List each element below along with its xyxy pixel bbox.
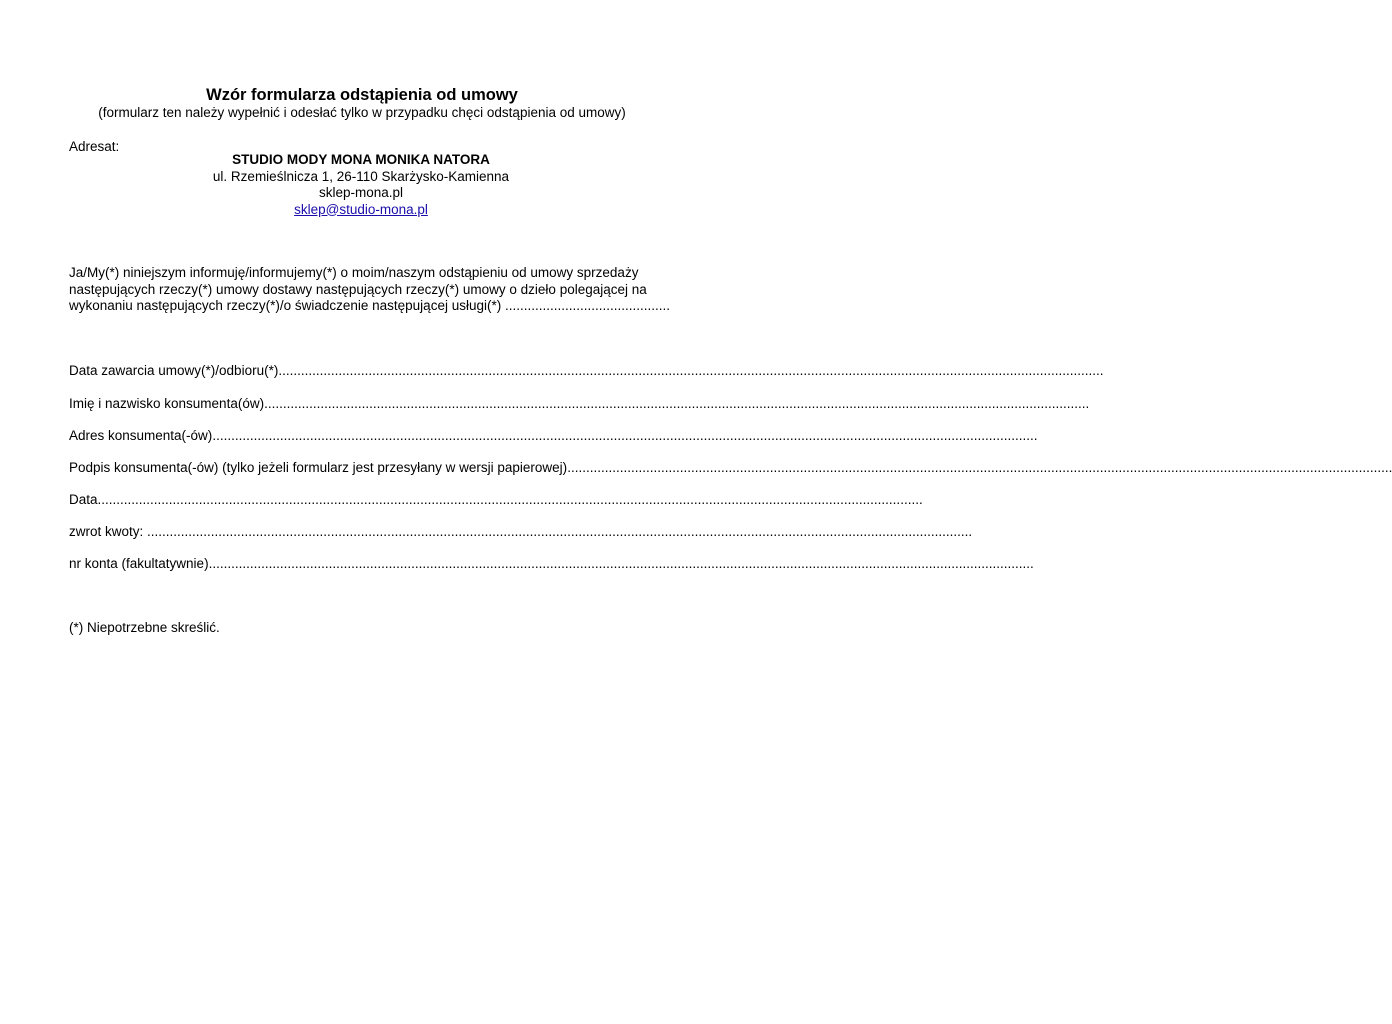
field-label: Imię i nazwisko konsumenta(ów): [69, 396, 265, 411]
field-refund-amount: [69, 523, 973, 541]
footnote: (*) Niepotrzebne skreślić.: [69, 620, 220, 635]
field-consumer-signature: [69, 459, 1392, 477]
fill-in-dots: ............................................................................................................................................................................................................................: [212, 428, 1038, 443]
field-label: Podpis konsumenta(-ów) (tylko jeżeli formularz jest przesyłany w wersji papierowej): [69, 460, 568, 475]
fill-in-dots: ............................................................................................................................................................................................................................: [278, 363, 1104, 378]
field-account-number: [69, 555, 1034, 573]
fill-in-dots: ............................................................................................................................................................................................................................: [97, 492, 923, 507]
field-contract-date: [69, 362, 1104, 380]
field-label: zwrot kwoty:: [69, 524, 148, 539]
field-label: Data zawarcia umowy(*)/odbioru(*): [69, 363, 279, 378]
addressee-email-link[interactable]: sklep@studio-mona.pl: [294, 201, 428, 217]
field-consumer-address: [69, 427, 1038, 445]
field-label: nr konta (fakultatywnie): [69, 556, 209, 571]
fill-in-dots: ............................................................................................................................................................................................................................: [567, 460, 1392, 475]
withdrawal-declaration: [69, 265, 671, 315]
document-subtitle: (formularz ten należy wypełnić i odesłać tylko w przypadku chęci odstąpienia od umowy): [98, 105, 626, 120]
field-label: Adres konsumenta(-ów): [69, 428, 213, 443]
addressee-street: ul. Rzemieślnicza 1, 26-110 Skarżysko-Kamienna: [212, 168, 510, 184]
document-title: Wzór formularza odstąpienia od umowy: [206, 86, 518, 104]
declaration-line: Ja/My(*) niniejszym informuję/informujemy(*) o moim/naszym odstąpieniu od umowy sprzedaży: [69, 265, 639, 280]
field-consumer-name: [69, 395, 1090, 413]
fill-in-dots: ............................................................................................................................................................................................................................: [208, 556, 1034, 571]
declaration-line: wykonaniu następujących rzeczy(*)/o świadczenie następującej usługi(*) ............................................: [69, 298, 671, 313]
addressee-name: STUDIO MODY MONA MONIKA NATORA: [232, 152, 490, 167]
declaration-line: następujących rzeczy(*) umowy dostawy następujących rzeczy(*) umowy o dzieło polegającej na: [69, 281, 647, 297]
fill-in-dots: ............................................................................................................................................................................................................................: [264, 396, 1090, 411]
addressee-website: sklep-mona.pl: [318, 185, 404, 200]
fill-in-dots: ............................................................................................................................................................................................................................: [147, 524, 973, 539]
addressee-label: Adresat:: [69, 139, 120, 154]
field-label: Data: [69, 492, 98, 507]
field-date: [69, 491, 923, 509]
addressee-block: [0, 152, 722, 218]
